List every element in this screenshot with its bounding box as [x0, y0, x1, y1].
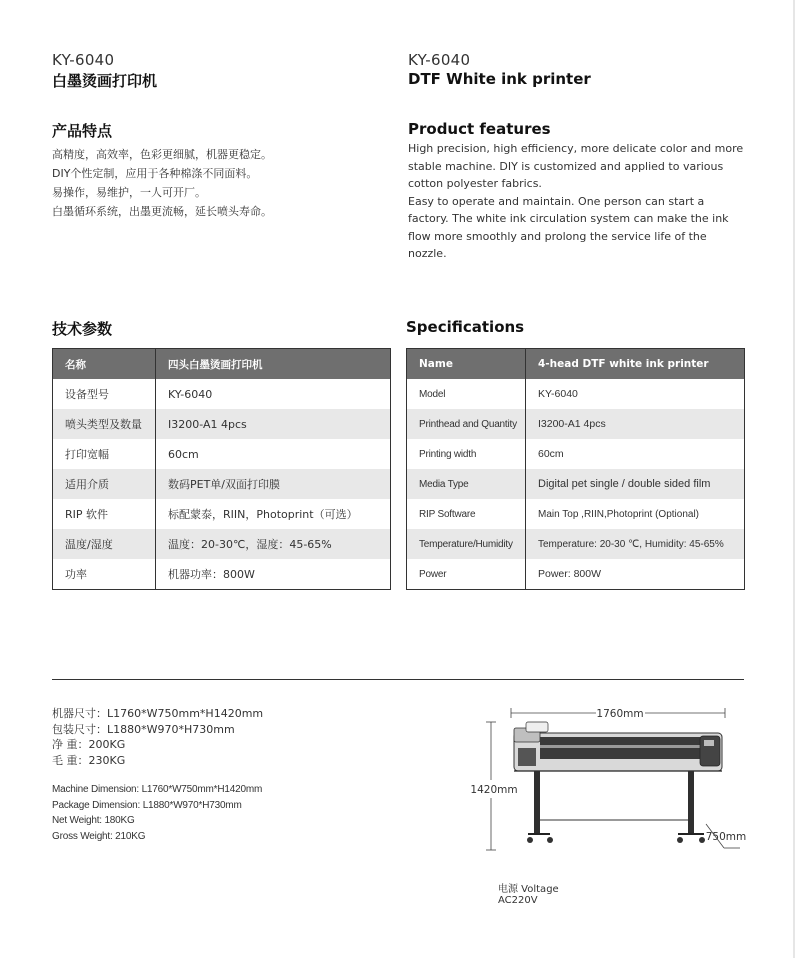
cn-features-list	[52, 145, 272, 221]
table-row	[407, 559, 745, 590]
table-header-row	[407, 349, 745, 380]
table-cell-value: I3200-A1 4pcs	[156, 409, 391, 439]
table-row	[53, 439, 391, 469]
table-cell-value: Temperature: 20-30 ℃, Humidity: 45-65%	[526, 529, 745, 559]
en-spec-table	[406, 348, 745, 590]
table-cell-value: Main Top ,RIIN,Photoprint (Optional)	[538, 508, 700, 520]
table-row	[53, 379, 391, 409]
cn-dimension-line: 净 重：200KG	[52, 738, 126, 751]
table-header-cell: 名称	[53, 349, 156, 380]
table-cell-label: Printing width	[407, 439, 526, 469]
table-cell-label: 打印宽幅	[53, 439, 156, 469]
table-cell-value: KY-6040	[538, 388, 578, 400]
table-cell-label: 适用介质	[53, 469, 156, 499]
en-dimension-line: Net Weight: 180KG	[52, 815, 135, 826]
en-dimensions	[52, 782, 262, 844]
table-cell-label: Model	[407, 379, 526, 409]
table-cell-label: RIP 软件	[53, 499, 156, 529]
en-feature-line: stable machine. DIY is customized and applied to various	[408, 159, 724, 173]
en-feature-line: factory. The white ink circulation system can make the ink	[408, 212, 729, 225]
table-row	[407, 469, 745, 499]
table-cell-value: 标配蒙泰，RIIN，Photoprint（可选）	[168, 508, 358, 521]
table-cell-label: 温度/湿度	[53, 529, 156, 559]
cn-spec-heading: 技术参数	[52, 320, 113, 338]
table-cell-label: RIP Software	[407, 499, 526, 529]
en-features-heading: Product features	[408, 120, 551, 138]
table-cell-label: Power	[407, 559, 526, 590]
table-row	[407, 499, 745, 529]
cn-product-title: 白墨烫画打印机	[52, 72, 158, 90]
table-row	[53, 499, 391, 529]
table-cell-value: 机器功率：800W	[168, 568, 255, 581]
cn-feature-item: 白墨循环系统，出墨更流畅，延长喷头寿命。	[52, 205, 272, 218]
en-feature-line: cotton polyester fabrics.	[408, 177, 542, 190]
table-cell-value: 60cm	[168, 447, 199, 461]
cn-feature-item: 高精度，高效率，色彩更细腻，机器更稳定。	[52, 148, 272, 161]
table-row	[53, 559, 391, 590]
table-header-cell: Name	[407, 349, 526, 380]
cn-feature-item: 易操作，易维护，一人可开厂。	[52, 186, 206, 199]
width-label: 1760mm	[596, 708, 644, 720]
table-row	[407, 409, 745, 439]
table-header-cell: 4-head DTF white ink printer	[526, 349, 745, 380]
en-feature-line: nozzle.	[408, 247, 447, 260]
table-cell-label: 设备型号	[53, 379, 156, 409]
printer-dimension-diagram	[468, 700, 758, 860]
table-cell-value: I3200-A1 4pcs	[526, 409, 745, 439]
voltage-label: 电源 Voltage	[498, 884, 559, 895]
table-cell-value: 60cm	[538, 448, 564, 460]
table-row	[53, 409, 391, 439]
table-header-cell: 四头白墨烫画打印机	[156, 349, 391, 380]
en-product-title: DTF White ink printer	[408, 70, 591, 88]
printer-illustration	[514, 722, 722, 843]
section-divider	[52, 679, 744, 680]
cn-features-heading: 产品特点	[52, 122, 113, 140]
table-cell-label: Media Type	[407, 469, 526, 499]
cn-feature-item: DIY个性定制，应用于各种棉涤不同面料。	[52, 167, 258, 180]
voltage-info	[498, 884, 559, 906]
table-cell-value: Power: 800W	[538, 568, 602, 580]
table-cell-label: 功率	[53, 559, 156, 590]
cn-dimension-line: 包装尺寸：L1880*W970*H730mm	[52, 722, 235, 736]
table-cell-value: 数码PET单/双面打印膜	[156, 469, 391, 499]
table-row	[407, 379, 745, 409]
en-model-label: KY-6040	[408, 51, 471, 69]
cn-spec-table	[52, 348, 391, 590]
table-row	[407, 439, 745, 469]
cn-model-label: KY-6040	[52, 51, 115, 69]
en-dimension-line: Gross Weight: 210KG	[52, 830, 146, 842]
en-feature-line: High precision, high efficiency, more delicate color and more	[408, 142, 744, 155]
cn-dimension-line: 毛 重：230KG	[52, 753, 126, 767]
table-row	[407, 529, 745, 559]
table-row	[53, 529, 391, 559]
table-cell-value: KY-6040	[168, 387, 213, 401]
table-cell-label: 喷头类型及数量	[53, 409, 156, 439]
depth-label: 750mm	[705, 831, 747, 843]
en-dimension-line: Machine Dimension: L1760*W750mm*H1420mm	[52, 784, 263, 795]
voltage-value: AC220V	[498, 895, 538, 906]
en-features-text	[408, 140, 743, 263]
table-header-row	[53, 349, 391, 380]
cn-dimensions	[52, 706, 263, 768]
table-cell-value: Digital pet single / double sided film	[526, 469, 745, 499]
en-feature-line: flow more smoothly and prolong the service life of the	[408, 229, 707, 243]
table-cell-label: Printhead and Quantity	[407, 409, 526, 439]
cn-dimension-line: 机器尺寸：L1760*W750mm*H1420mm	[52, 707, 264, 720]
en-dimension-line: Package Dimension: L1880*W970*H730mm	[52, 799, 242, 811]
height-label: 1420mm	[470, 784, 518, 796]
en-spec-heading: Specifications	[406, 318, 525, 336]
table-row	[53, 469, 391, 499]
table-cell-label: Temperature/Humidity	[407, 529, 526, 559]
table-cell-value: 温度：20-30℃，湿度：45-65%	[156, 529, 391, 559]
en-feature-line: Easy to operate and maintain. One person can start a	[408, 194, 705, 208]
